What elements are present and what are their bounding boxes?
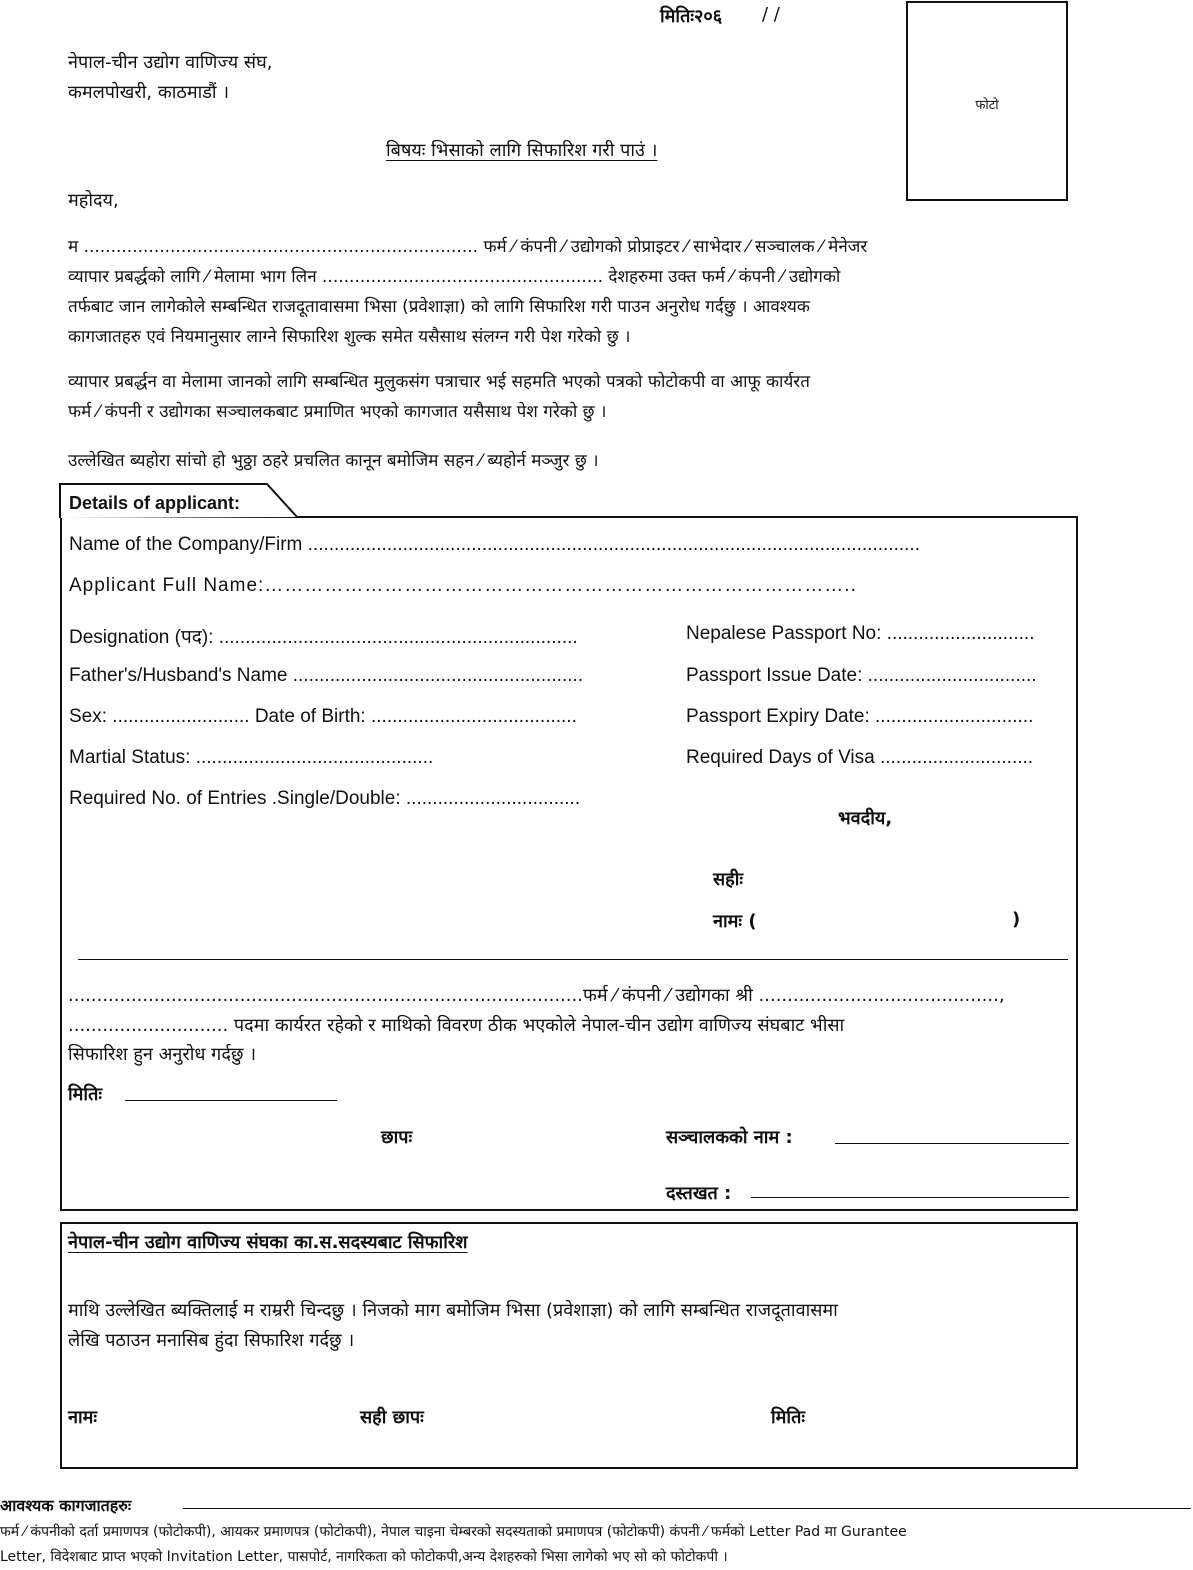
name-label[interactable]: नामः ( xyxy=(713,911,757,932)
required-docs-line-1: फर्म ⁄ कंपनीको दर्ता प्रमाणपत्र (फोटोकपी), आयकर प्रमाणपत्र (फोटोकपी), नेपाल चाइना चेम्बरको सदस्यताको प्रमाणपत्र (फोटोकपी) कंपनी ⁄ फर्मको Letter Pad मा Gurantee xyxy=(0,1524,907,1540)
recommendation-line-1: माथि उल्लेखित ब्यक्तिलाई म राम्ररी चिन्दछु । निजको माग बमोजिम भिसा (प्रवेशाज्ञा) को लागि सम्बन्धित राजदूतावासमा xyxy=(68,1300,838,1321)
certification-line-3: सिफारिश हुन अनुरोध गर्दछु । xyxy=(68,1044,257,1065)
trade-line-1: व्यापार प्रबर्द्धन वा मेलामा जानको लागि सम्बन्धित मुलुकसंग पत्राचार भई सहमति भएको पत्रको फोटोकपी वा आफू कार्यरत xyxy=(68,372,810,392)
divider-line xyxy=(78,959,1068,960)
footer-rule xyxy=(183,1508,1191,1509)
applicant-details-box xyxy=(60,516,1078,1211)
signature-label[interactable]: सहीः xyxy=(713,869,744,890)
required-docs-list xyxy=(0,1520,1190,1570)
photo-box[interactable] xyxy=(906,1,1068,201)
designation-field[interactable]: Designation (पद): .................................................................... xyxy=(69,627,578,648)
name-close-paren: ) xyxy=(1012,909,1021,930)
recommendation-title: नेपाल-चीन उद्योग वाणिज्य संघका का.स.सदस्यबाट सिफारिश xyxy=(68,1232,468,1253)
passport-issue-date-field[interactable]: Passport Issue Date: ................................ xyxy=(686,665,1037,686)
director-signature-line[interactable] xyxy=(751,1197,1069,1198)
stamp-label: छापः xyxy=(381,1127,413,1148)
declaration-line: उल्लेखित ब्यहोरा सांचो हो भुठ्ठा ठहरे प्रचलित कानून बमोजिम सहन ⁄ ब्यहोर्न मञ्जुर छु । xyxy=(68,451,599,471)
intro-line-1: म ......................................................................... फर्म ⁄ कंपनी ⁄ उद्योगको प्रोप्राइटर ⁄ साभेदार ⁄ सञ्चालक ⁄ मेनेजर xyxy=(68,237,868,257)
marital-status-field[interactable]: Martial Status: ............................................. xyxy=(69,747,434,768)
entries-field[interactable]: Required No. of Entries .Single/Double: ................................. xyxy=(69,788,581,809)
addressee-line-2: कमलपोखरी, काठमाडौं । xyxy=(68,82,230,103)
addressee-line-1: नेपाल-चीन उद्योग वाणिज्य संघ, xyxy=(68,52,273,73)
director-signature-label: दस्तखत : xyxy=(666,1183,732,1204)
trade-paragraph xyxy=(68,367,1070,427)
trade-line-2: फर्म ⁄ कंपनी र उद्योगका सञ्चालकबाट प्रमाणित भएको कागजात यसैसाथ पेश गरेको छु । xyxy=(68,402,607,422)
required-docs-line-2: Letter, विदेशबाट प्राप्त भएको Invitation Letter, पासपोर्ट, नागरिकता को फोटोकपी,अन्य देशहरुको भिसा लागेको भए सो को फोटोकपी । xyxy=(0,1549,728,1565)
recommendation-date-label: मितिः xyxy=(771,1407,805,1428)
subject-line: बिषयः भिसाको लागि सिफारिश गरी पाउं । xyxy=(386,140,658,161)
applicant-section-title: Details of applicant: xyxy=(69,493,241,513)
director-name-line[interactable] xyxy=(835,1143,1069,1144)
date-label: मितिः२०६ xyxy=(660,6,723,27)
company-name-field[interactable]: Name of the Company/Firm .................................................................................................................... xyxy=(69,534,920,555)
required-docs-label: आवश्यक कागजातहरुः xyxy=(0,1496,132,1515)
director-name-label: सञ्चालकको नाम : xyxy=(666,1127,793,1148)
intro-line-2: व्यापार प्रबर्द्धको लागि ⁄ मेलामा भाग लिन .................................................... देशहरुमा उक्त फर्म ⁄ कंपनी ⁄ उद्योगको xyxy=(68,267,841,287)
certification-date-label: मितिः xyxy=(68,1084,102,1105)
intro-line-3: तर्फबाट जान लागेकोले सम्बन्धित राजदूतावासमा भिसा (प्रवेशाज्ञा) को लागि सिफारिश गरी पाउन अनुरोध गर्दछु । आवश्यक xyxy=(68,297,810,317)
intro-paragraph xyxy=(68,232,1070,352)
certification-date-line[interactable] xyxy=(125,1100,337,1101)
passport-expiry-date-field[interactable]: Passport Expiry Date: .............................. xyxy=(686,706,1034,727)
yours-faithfully: भवदीय, xyxy=(838,808,893,829)
applicant-full-name-field[interactable]: Applicant Full Name:…………………………………………………………………………….. xyxy=(69,575,857,596)
certification-line-1: ..........................................................................................फर्म ⁄ कंपनी ⁄ उद्योगका श्री .........................................., xyxy=(68,985,1005,1006)
intro-line-4: कागजातहरु एवं नियमानुसार लाग्ने सिफारिश शुल्क समेत यसैसाथ संलग्न गरी पेश गरेको छु । xyxy=(68,327,631,347)
recommendation-sign-stamp-label: सही छापः xyxy=(360,1407,424,1428)
date-slashes: / / xyxy=(762,4,780,25)
sex-dob-field[interactable]: Sex: .......................... Date of Birth: ....................................... xyxy=(69,706,577,727)
photo-label: फोटो xyxy=(975,98,999,113)
recommendation-line-2: लेखि पठाउन मनासिब हुंदा सिफारिश गर्दछु । xyxy=(68,1330,355,1351)
certification-line-2: ............................ पदमा कार्यरत रहेको र माथिको विवरण ठीक भएकोले नेपाल-चीन उद्योग वाणिज्य संघबाट भीसा xyxy=(68,1015,845,1036)
salutation: महोदय, xyxy=(68,190,119,211)
father-husband-name-field[interactable]: Father's/Husband's Name ....................................................... xyxy=(69,665,584,686)
recommendation-name-label: नामः xyxy=(68,1407,98,1428)
passport-number-field[interactable]: Nepalese Passport No: ............................ xyxy=(686,623,1035,644)
visa-days-field[interactable]: Required Days of Visa ............................. xyxy=(686,747,1034,768)
